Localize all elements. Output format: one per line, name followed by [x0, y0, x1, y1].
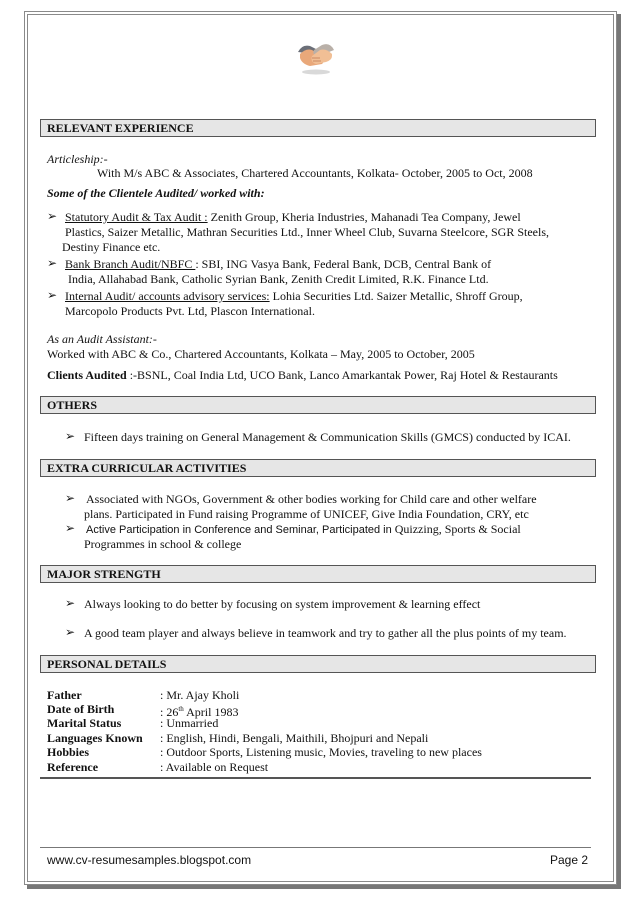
extra-item2-line2: Programmes in school & college [84, 537, 242, 551]
arrow-bullet-icon: ➢ [65, 625, 76, 639]
arrow-bullet-icon: ➢ [65, 491, 76, 505]
personal-value-marital: : Unmarried [160, 716, 219, 730]
clients-audited-text: :-BSNL, Coal India Ltd, UCO Bank, Lanco Amarkantak Power, Raj Hotel & Restaurants [126, 368, 558, 382]
bullet-statutory-line3: Destiny Finance etc. [62, 240, 161, 254]
extra-item2-line1 [86, 522, 521, 538]
arrow-bullet-icon: ➢ [65, 521, 76, 535]
extra-item1-line2: plans. Participated in Fund raising Programme of UNICEF, Give India Foundation, CRY, etc [84, 507, 529, 521]
bullet-statutory-line1 [65, 210, 521, 225]
personal-label-reference: Reference [47, 760, 99, 774]
strength-item1: Always looking to do better by focusing on system improvement & learning effect [84, 597, 481, 611]
assistant-heading: As an Audit Assistant:- [47, 332, 157, 346]
personal-label-dob: Date of Birth [47, 702, 115, 716]
personal-label-languages: Languages Known [47, 731, 143, 745]
divider-line [40, 777, 591, 779]
dob-day: : 26 [160, 705, 179, 719]
extra-item2-bold: Active Participation in Conference and Seminar, Participated in [86, 524, 392, 536]
footer-divider [40, 847, 591, 848]
articleship-heading: Articleship:- [47, 152, 108, 166]
section-header-experience: RELEVANT EXPERIENCE [40, 119, 596, 137]
extra-item2-rest: Quizzing, Sports & Social [391, 522, 521, 536]
bullet-bank-line2: India, Allahabad Bank, Catholic Syrian Bank, Zenith Credit Limited, R.K. Finance Ltd. [68, 272, 489, 286]
bullet-statutory-text: Zenith Group, Kheria Industries, Mahanadi Tea Company, Jewel [207, 210, 521, 224]
dob-suffix: th [178, 705, 184, 713]
dob-month-year: April 1983 [183, 705, 239, 719]
articleship-text: With M/s ABC & Associates, Chartered Accountants, Kolkata- October, 2005 to Oct, 2008 [97, 166, 533, 180]
bullet-internal-text: Lohia Securities Ltd. Saizer Metallic, Shroff Group, [269, 289, 523, 303]
arrow-bullet-icon: ➢ [65, 429, 76, 443]
bullet-internal-label: Internal Audit/ accounts advisory services: [65, 289, 270, 303]
section-header-personal: PERSONAL DETAILS [40, 655, 596, 673]
strength-item2: A good team player and always believe in teamwork and try to gather all the plus points of my team. [84, 626, 567, 640]
personal-label-father: Father [47, 688, 82, 702]
section-header-extra: EXTRA CURRICULAR ACTIVITIES [40, 459, 596, 477]
footer-page-number: Page 2 [550, 853, 589, 867]
arrow-bullet-icon: ➢ [65, 596, 76, 610]
others-item: Fifteen days training on General Management & Communication Skills (GMCS) conducted by ICAI. [84, 430, 571, 444]
section-header-strength: MAJOR STRENGTH [40, 565, 596, 583]
footer-url: www.cv-resumesamples.blogspot.com [47, 853, 252, 867]
handshake-icon [296, 36, 336, 76]
extra-item1-line1: Associated with NGOs, Government & other bodies working for Child care and other welfare [86, 492, 537, 506]
arrow-bullet-icon: ➢ [47, 288, 58, 302]
clients-audited-line [47, 368, 558, 383]
bullet-internal-line2: Marcopolo Products Pvt. Ltd, Plascon International. [65, 304, 315, 318]
personal-value-hobbies: : Outdoor Sports, Listening music, Movies, traveling to new places [160, 745, 482, 759]
personal-label-marital: Marital Status [47, 716, 122, 730]
clients-audited-label: Clients Audited [47, 368, 127, 382]
personal-label-hobbies: Hobbies [47, 745, 90, 759]
page-shadow-bottom [27, 885, 621, 889]
clientele-heading: Some of the Clientele Audited/ worked with: [47, 186, 265, 200]
bullet-bank-text: : SBI, ING Vasya Bank, Federal Bank, DCB, Central Bank of [195, 257, 492, 271]
assistant-text: Worked with ABC & Co., Chartered Accountants, Kolkata – May, 2005 to October, 2005 [47, 347, 475, 361]
bullet-statutory-label: Statutory Audit & Tax Audit : [65, 210, 208, 224]
personal-value-reference: : Available on Request [160, 760, 269, 774]
section-header-others: OTHERS [40, 396, 596, 414]
arrow-bullet-icon: ➢ [47, 256, 58, 270]
personal-value-languages: : English, Hindi, Bengali, Maithili, Bhojpuri and Nepali [160, 731, 429, 745]
bullet-statutory-line2: Plastics, Saizer Metallic, Mathran Securities Ltd., Inner Wheel Club, Suvarna Steelcore, SGR Steels, [65, 225, 549, 239]
personal-value-father: : Mr. Ajay Kholi [160, 688, 240, 702]
page-shadow-right [617, 14, 621, 888]
arrow-bullet-icon: ➢ [47, 209, 58, 223]
bullet-bank-line1 [65, 257, 491, 272]
bullet-bank-label: Bank Branch Audit/NBFC [65, 257, 196, 271]
bullet-internal-line1 [65, 289, 523, 304]
